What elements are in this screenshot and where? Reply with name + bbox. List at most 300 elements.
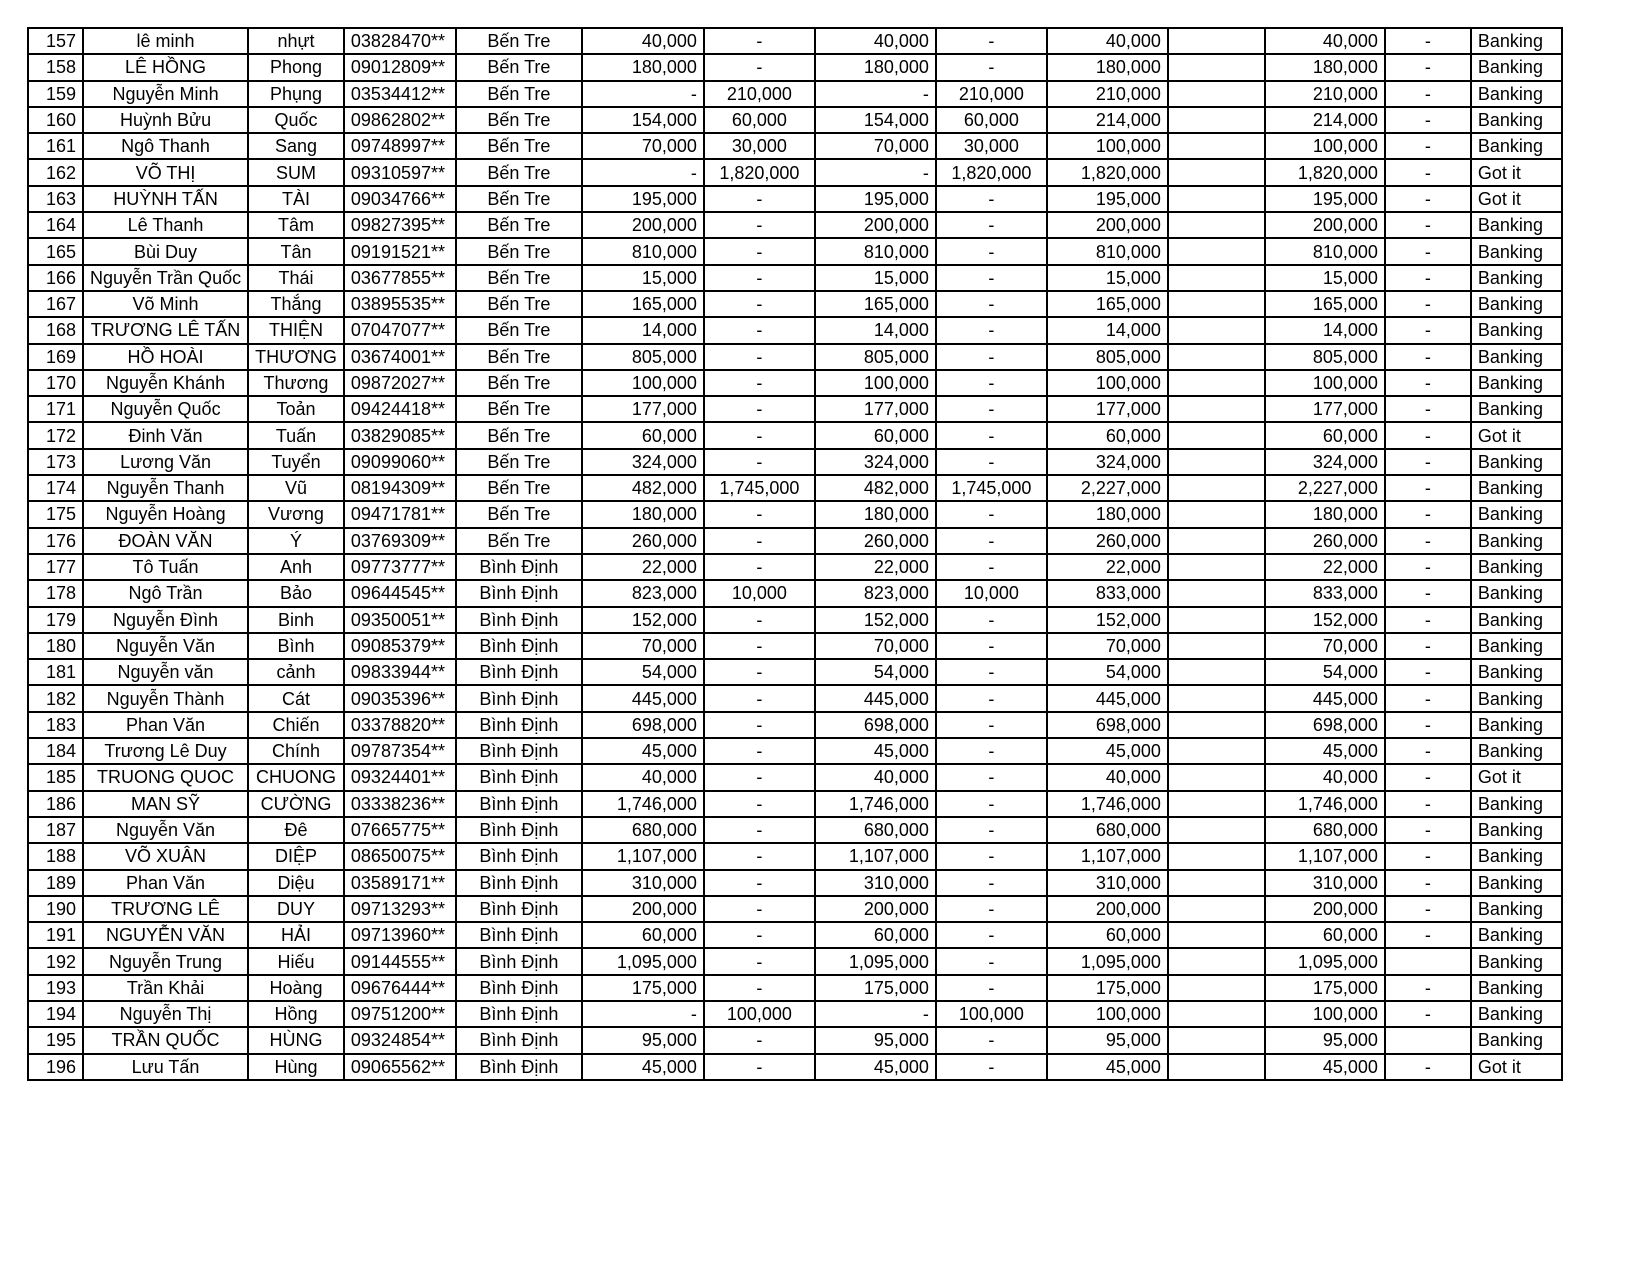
cell-paid-total: 177,000: [1265, 396, 1385, 422]
cell-row-number: 182: [28, 685, 83, 711]
cell-dash-col: -: [1385, 186, 1471, 212]
cell-province: Bến Tre: [456, 528, 582, 554]
cell-dash-col: -: [1385, 659, 1471, 685]
cell-total: 70,000: [1047, 633, 1168, 659]
cell-row-number: 172: [28, 422, 83, 448]
cell-total: 180,000: [1047, 54, 1168, 80]
table-row: [28, 870, 1562, 896]
cell-province: Bình Định: [456, 922, 582, 948]
cell-phone: 09144555**: [344, 948, 456, 974]
cell-payment-method: Banking: [1471, 265, 1562, 291]
cell-empty-col: [1168, 975, 1265, 1001]
cell-payment-method: Banking: [1471, 922, 1562, 948]
cell-total: 310,000: [1047, 870, 1168, 896]
cell-row-number: 163: [28, 186, 83, 212]
cell-amount-4: 1,745,000: [936, 475, 1047, 501]
cell-phone: 09471781**: [344, 501, 456, 527]
cell-amount-2: -: [704, 28, 815, 54]
cell-given-name: Cát: [248, 685, 344, 711]
cell-amount-2: 210,000: [704, 81, 815, 107]
cell-empty-col: [1168, 107, 1265, 133]
cell-amount-4: -: [936, 896, 1047, 922]
cell-row-number: 187: [28, 817, 83, 843]
cell-total: 100,000: [1047, 1001, 1168, 1027]
cell-dash-col: -: [1385, 28, 1471, 54]
cell-row-number: 190: [28, 896, 83, 922]
cell-province: Bình Định: [456, 870, 582, 896]
cell-amount-1: 40,000: [582, 764, 704, 790]
cell-phone: 09012809**: [344, 54, 456, 80]
cell-total: 195,000: [1047, 186, 1168, 212]
table-row: [28, 1027, 1562, 1053]
cell-amount-2: -: [704, 712, 815, 738]
cell-amount-1: 195,000: [582, 186, 704, 212]
cell-amount-2: -: [704, 607, 815, 633]
cell-payment-method: Banking: [1471, 344, 1562, 370]
cell-first-name: Huỳnh Bửu: [83, 107, 248, 133]
cell-amount-3: 1,107,000: [815, 843, 936, 869]
cell-total: 180,000: [1047, 501, 1168, 527]
cell-empty-col: [1168, 1001, 1265, 1027]
cell-row-number: 174: [28, 475, 83, 501]
cell-empty-col: [1168, 817, 1265, 843]
cell-row-number: 184: [28, 738, 83, 764]
cell-dash-col: -: [1385, 712, 1471, 738]
cell-amount-1: 100,000: [582, 370, 704, 396]
cell-row-number: 183: [28, 712, 83, 738]
cell-payment-method: Banking: [1471, 685, 1562, 711]
cell-dash-col: -: [1385, 265, 1471, 291]
cell-row-number: 171: [28, 396, 83, 422]
cell-empty-col: [1168, 870, 1265, 896]
cell-payment-method: Banking: [1471, 81, 1562, 107]
cell-paid-total: 40,000: [1265, 28, 1385, 54]
cell-row-number: 176: [28, 528, 83, 554]
cell-amount-1: 482,000: [582, 475, 704, 501]
cell-empty-col: [1168, 528, 1265, 554]
table-row: [28, 633, 1562, 659]
cell-paid-total: 260,000: [1265, 528, 1385, 554]
cell-amount-2: -: [704, 265, 815, 291]
cell-phone: 09872027**: [344, 370, 456, 396]
cell-phone: 09676444**: [344, 975, 456, 1001]
cell-first-name: Phan Văn: [83, 870, 248, 896]
cell-empty-col: [1168, 607, 1265, 633]
cell-dash-col: -: [1385, 791, 1471, 817]
cell-total: 15,000: [1047, 265, 1168, 291]
cell-payment-method: Banking: [1471, 791, 1562, 817]
cell-province: Bến Tre: [456, 159, 582, 185]
cell-total: 1,107,000: [1047, 843, 1168, 869]
cell-total: 200,000: [1047, 896, 1168, 922]
cell-dash-col: -: [1385, 133, 1471, 159]
cell-first-name: Nguyễn Khánh: [83, 370, 248, 396]
cell-given-name: Tâm: [248, 212, 344, 238]
cell-province: Bến Tre: [456, 133, 582, 159]
cell-empty-col: [1168, 1027, 1265, 1053]
table-row: [28, 528, 1562, 554]
cell-first-name: Nguyễn Thị: [83, 1001, 248, 1027]
cell-total: 60,000: [1047, 422, 1168, 448]
cell-given-name: DIỆP: [248, 843, 344, 869]
cell-paid-total: 180,000: [1265, 54, 1385, 80]
cell-dash-col: -: [1385, 449, 1471, 475]
cell-row-number: 193: [28, 975, 83, 1001]
table-row: [28, 344, 1562, 370]
cell-payment-method: Banking: [1471, 975, 1562, 1001]
cell-row-number: 180: [28, 633, 83, 659]
cell-empty-col: [1168, 370, 1265, 396]
cell-given-name: HÙNG: [248, 1027, 344, 1053]
cell-first-name: Nguyễn Trung: [83, 948, 248, 974]
cell-total: 680,000: [1047, 817, 1168, 843]
cell-payment-method: Got it: [1471, 186, 1562, 212]
cell-paid-total: 175,000: [1265, 975, 1385, 1001]
cell-phone: 03589171**: [344, 870, 456, 896]
cell-dash-col: -: [1385, 54, 1471, 80]
cell-phone: 09324401**: [344, 764, 456, 790]
cell-total: 100,000: [1047, 133, 1168, 159]
cell-amount-1: 177,000: [582, 396, 704, 422]
cell-first-name: Nguyễn Thanh: [83, 475, 248, 501]
cell-dash-col: -: [1385, 554, 1471, 580]
cell-amount-1: 823,000: [582, 580, 704, 606]
cell-amount-1: 310,000: [582, 870, 704, 896]
cell-amount-3: 60,000: [815, 422, 936, 448]
cell-row-number: 158: [28, 54, 83, 80]
cell-empty-col: [1168, 843, 1265, 869]
cell-payment-method: Banking: [1471, 396, 1562, 422]
cell-total: 1,095,000: [1047, 948, 1168, 974]
cell-province: Bến Tre: [456, 291, 582, 317]
cell-amount-2: 30,000: [704, 133, 815, 159]
cell-dash-col: -: [1385, 580, 1471, 606]
cell-given-name: Anh: [248, 554, 344, 580]
cell-dash-col: -: [1385, 528, 1471, 554]
cell-row-number: 178: [28, 580, 83, 606]
cell-given-name: Thái: [248, 265, 344, 291]
cell-amount-1: 200,000: [582, 212, 704, 238]
cell-first-name: Lương Văn: [83, 449, 248, 475]
cell-amount-2: -: [704, 554, 815, 580]
table-row: [28, 291, 1562, 317]
cell-amount-3: 260,000: [815, 528, 936, 554]
cell-amount-2: -: [704, 817, 815, 843]
cell-amount-2: -: [704, 975, 815, 1001]
cell-first-name: Đinh Văn: [83, 422, 248, 448]
cell-row-number: 185: [28, 764, 83, 790]
table-row: [28, 238, 1562, 264]
cell-amount-2: 60,000: [704, 107, 815, 133]
cell-province: Bình Định: [456, 1027, 582, 1053]
table-row: [28, 422, 1562, 448]
cell-first-name: Trương Lê Duy: [83, 738, 248, 764]
cell-dash-col: -: [1385, 633, 1471, 659]
cell-first-name: Nguyễn Đình: [83, 607, 248, 633]
cell-paid-total: 805,000: [1265, 344, 1385, 370]
cell-amount-4: -: [936, 685, 1047, 711]
cell-amount-3: 40,000: [815, 28, 936, 54]
cell-first-name: Nguyễn Thành: [83, 685, 248, 711]
cell-amount-2: -: [704, 738, 815, 764]
cell-empty-col: [1168, 212, 1265, 238]
cell-paid-total: 45,000: [1265, 1054, 1385, 1080]
cell-first-name: TRƯƠNG LÊ: [83, 896, 248, 922]
cell-total: 45,000: [1047, 1054, 1168, 1080]
cell-paid-total: 40,000: [1265, 764, 1385, 790]
cell-amount-3: 310,000: [815, 870, 936, 896]
cell-amount-2: -: [704, 501, 815, 527]
cell-amount-4: -: [936, 738, 1047, 764]
cell-amount-3: 45,000: [815, 1054, 936, 1080]
cell-amount-2: -: [704, 291, 815, 317]
cell-first-name: TRẦN QUỐC: [83, 1027, 248, 1053]
cell-amount-1: 22,000: [582, 554, 704, 580]
cell-paid-total: 200,000: [1265, 896, 1385, 922]
cell-amount-4: 60,000: [936, 107, 1047, 133]
cell-empty-col: [1168, 54, 1265, 80]
cell-province: Bến Tre: [456, 238, 582, 264]
cell-phone: 09085379**: [344, 633, 456, 659]
cell-paid-total: 195,000: [1265, 186, 1385, 212]
cell-given-name: Hoàng: [248, 975, 344, 1001]
cell-payment-method: Banking: [1471, 817, 1562, 843]
cell-row-number: 188: [28, 843, 83, 869]
cell-payment-method: Got it: [1471, 159, 1562, 185]
table-row: [28, 449, 1562, 475]
cell-province: Bến Tre: [456, 81, 582, 107]
cell-amount-2: 1,820,000: [704, 159, 815, 185]
cell-paid-total: 1,107,000: [1265, 843, 1385, 869]
cell-amount-4: -: [936, 922, 1047, 948]
cell-payment-method: Banking: [1471, 28, 1562, 54]
cell-payment-method: Banking: [1471, 1027, 1562, 1053]
cell-province: Bình Định: [456, 738, 582, 764]
cell-given-name: Binh: [248, 607, 344, 633]
cell-phone: 09751200**: [344, 1001, 456, 1027]
cell-given-name: TÀI: [248, 186, 344, 212]
cell-dash-col: -: [1385, 501, 1471, 527]
cell-amount-2: -: [704, 948, 815, 974]
cell-amount-3: -: [815, 1001, 936, 1027]
cell-amount-4: -: [936, 370, 1047, 396]
cell-paid-total: 100,000: [1265, 1001, 1385, 1027]
cell-province: Bến Tre: [456, 107, 582, 133]
cell-dash-col: -: [1385, 817, 1471, 843]
cell-amount-2: 1,745,000: [704, 475, 815, 501]
cell-province: Bến Tre: [456, 396, 582, 422]
cell-amount-4: -: [936, 791, 1047, 817]
cell-province: Bến Tre: [456, 54, 582, 80]
cell-dash-col: -: [1385, 922, 1471, 948]
cell-total: 833,000: [1047, 580, 1168, 606]
cell-paid-total: 2,227,000: [1265, 475, 1385, 501]
cell-empty-col: [1168, 764, 1265, 790]
cell-phone: 07665775**: [344, 817, 456, 843]
cell-province: Bến Tre: [456, 212, 582, 238]
cell-given-name: Chiến: [248, 712, 344, 738]
cell-amount-1: 1,107,000: [582, 843, 704, 869]
cell-phone: 03378820**: [344, 712, 456, 738]
cell-amount-4: -: [936, 554, 1047, 580]
cell-amount-1: 15,000: [582, 265, 704, 291]
cell-total: 210,000: [1047, 81, 1168, 107]
cell-amount-3: 22,000: [815, 554, 936, 580]
cell-amount-1: 54,000: [582, 659, 704, 685]
cell-total: 805,000: [1047, 344, 1168, 370]
cell-given-name: CƯỜNG: [248, 791, 344, 817]
cell-dash-col: -: [1385, 738, 1471, 764]
cell-amount-1: 70,000: [582, 133, 704, 159]
cell-amount-1: 45,000: [582, 738, 704, 764]
cell-first-name: VÕ XUÂN: [83, 843, 248, 869]
cell-amount-2: -: [704, 344, 815, 370]
cell-payment-method: Banking: [1471, 896, 1562, 922]
cell-paid-total: 15,000: [1265, 265, 1385, 291]
cell-province: Bến Tre: [456, 501, 582, 527]
cell-total: 40,000: [1047, 764, 1168, 790]
cell-amount-4: -: [936, 764, 1047, 790]
cell-dash-col: -: [1385, 607, 1471, 633]
cell-amount-4: 1,820,000: [936, 159, 1047, 185]
cell-amount-4: 30,000: [936, 133, 1047, 159]
cell-payment-method: Banking: [1471, 712, 1562, 738]
cell-paid-total: 200,000: [1265, 212, 1385, 238]
cell-payment-method: Banking: [1471, 633, 1562, 659]
cell-total: 152,000: [1047, 607, 1168, 633]
cell-amount-3: 70,000: [815, 633, 936, 659]
cell-first-name: ĐOÀN VĂN: [83, 528, 248, 554]
cell-paid-total: 54,000: [1265, 659, 1385, 685]
cell-amount-3: 15,000: [815, 265, 936, 291]
cell-amount-3: 810,000: [815, 238, 936, 264]
cell-phone: 07047077**: [344, 317, 456, 343]
cell-row-number: 189: [28, 870, 83, 896]
table-row: [28, 317, 1562, 343]
cell-payment-method: Banking: [1471, 870, 1562, 896]
cell-total: 698,000: [1047, 712, 1168, 738]
cell-given-name: Tân: [248, 238, 344, 264]
cell-empty-col: [1168, 1054, 1265, 1080]
cell-amount-4: -: [936, 317, 1047, 343]
cell-paid-total: 310,000: [1265, 870, 1385, 896]
table-row: [28, 659, 1562, 685]
payment-table: [27, 27, 1563, 1081]
cell-payment-method: Banking: [1471, 475, 1562, 501]
cell-first-name: TRƯƠNG LÊ TẤN: [83, 317, 248, 343]
cell-row-number: 192: [28, 948, 83, 974]
cell-empty-col: [1168, 948, 1265, 974]
cell-row-number: 160: [28, 107, 83, 133]
cell-amount-1: 175,000: [582, 975, 704, 1001]
cell-dash-col: -: [1385, 975, 1471, 1001]
cell-phone: 09833944**: [344, 659, 456, 685]
cell-phone: 08194309**: [344, 475, 456, 501]
cell-phone: 09773777**: [344, 554, 456, 580]
cell-province: Bình Định: [456, 1054, 582, 1080]
cell-amount-3: 60,000: [815, 922, 936, 948]
table-row: [28, 81, 1562, 107]
cell-amount-4: -: [936, 633, 1047, 659]
cell-amount-3: 324,000: [815, 449, 936, 475]
cell-empty-col: [1168, 422, 1265, 448]
cell-payment-method: Banking: [1471, 291, 1562, 317]
table-row: [28, 554, 1562, 580]
cell-amount-1: 180,000: [582, 54, 704, 80]
cell-given-name: HẢI: [248, 922, 344, 948]
cell-given-name: DUY: [248, 896, 344, 922]
cell-total: 177,000: [1047, 396, 1168, 422]
cell-payment-method: Got it: [1471, 1054, 1562, 1080]
cell-empty-col: [1168, 396, 1265, 422]
cell-first-name: Tô Tuấn: [83, 554, 248, 580]
cell-amount-4: -: [936, 501, 1047, 527]
cell-paid-total: 680,000: [1265, 817, 1385, 843]
cell-given-name: Bình: [248, 633, 344, 659]
cell-amount-1: 200,000: [582, 896, 704, 922]
cell-province: Bình Định: [456, 764, 582, 790]
cell-given-name: Đê: [248, 817, 344, 843]
cell-row-number: 175: [28, 501, 83, 527]
cell-amount-2: -: [704, 212, 815, 238]
table-row: [28, 370, 1562, 396]
cell-amount-3: 45,000: [815, 738, 936, 764]
cell-amount-4: -: [936, 291, 1047, 317]
cell-amount-3: 95,000: [815, 1027, 936, 1053]
cell-total: 260,000: [1047, 528, 1168, 554]
cell-amount-1: 60,000: [582, 422, 704, 448]
cell-first-name: Trần Khải: [83, 975, 248, 1001]
cell-amount-4: -: [936, 396, 1047, 422]
cell-province: Bình Định: [456, 975, 582, 1001]
cell-amount-2: -: [704, 1054, 815, 1080]
cell-amount-2: -: [704, 186, 815, 212]
cell-total: 214,000: [1047, 107, 1168, 133]
cell-amount-2: -: [704, 685, 815, 711]
table-row: [28, 133, 1562, 159]
cell-phone: 09748997**: [344, 133, 456, 159]
cell-first-name: HUỲNH TẤN: [83, 186, 248, 212]
cell-province: Bến Tre: [456, 317, 582, 343]
cell-row-number: 157: [28, 28, 83, 54]
cell-paid-total: 22,000: [1265, 554, 1385, 580]
cell-total: 40,000: [1047, 28, 1168, 54]
cell-province: Bình Định: [456, 659, 582, 685]
cell-empty-col: [1168, 317, 1265, 343]
cell-amount-3: 823,000: [815, 580, 936, 606]
cell-total: 165,000: [1047, 291, 1168, 317]
cell-amount-3: -: [815, 159, 936, 185]
cell-given-name: Thắng: [248, 291, 344, 317]
cell-amount-3: 14,000: [815, 317, 936, 343]
cell-province: Bình Định: [456, 791, 582, 817]
cell-empty-col: [1168, 344, 1265, 370]
cell-amount-2: -: [704, 396, 815, 422]
cell-given-name: Tuấn: [248, 422, 344, 448]
cell-amount-3: 175,000: [815, 975, 936, 1001]
cell-amount-2: -: [704, 528, 815, 554]
cell-paid-total: 1,746,000: [1265, 791, 1385, 817]
cell-phone: 09099060**: [344, 449, 456, 475]
cell-payment-method: Banking: [1471, 948, 1562, 974]
cell-amount-3: 152,000: [815, 607, 936, 633]
cell-paid-total: 210,000: [1265, 81, 1385, 107]
cell-province: Bình Định: [456, 685, 582, 711]
cell-paid-total: 810,000: [1265, 238, 1385, 264]
cell-paid-total: 60,000: [1265, 922, 1385, 948]
table-body: [28, 28, 1562, 1080]
cell-dash-col: -: [1385, 475, 1471, 501]
